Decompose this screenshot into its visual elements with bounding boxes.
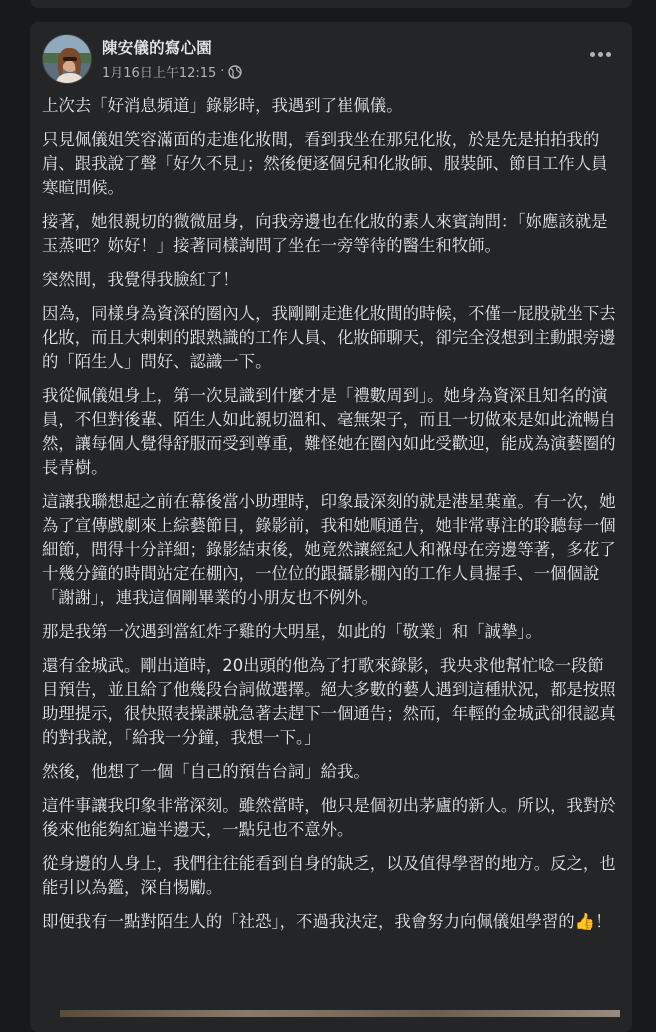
post-paragraph: 還有金城武。剛出道時，20出頭的他為了打歌來錄影，我央求他幫忙唸一段節目預告，並且給了他幾段台詞做選擇。絕大多數的藝人遇到這種狀況，都是按照助理提示，很快照表操課就急著去趕下一個通告；然而，年輕的金城武卻很認真的對我說，「給我一分鐘，我想一下。」 [42,656,616,747]
previous-post-edge [30,0,632,8]
meta-separator: · [220,64,225,79]
more-options-button[interactable] [582,40,618,68]
post-meta [102,62,242,81]
more-horizontal-icon [590,52,611,57]
thumbs-up-emoji: 👍 [574,912,596,931]
post-paragraph: 從身邊的人身上，我們往往能看到自身的缺乏，以及值得學習的地方。反之，也能引以為鑑，深自惕勵。 [42,854,616,897]
globe-icon[interactable] [228,65,242,79]
post-paragraph: 我從佩儀姐身上，第一次見識到什麼才是「禮數周到」。她身為資深且知名的演員，不但對後輩、陌生人如此親切溫和、毫無架子，而且一切做來是如此流暢自然，讓每個人覺得舒服而受到尊重，難怪她在圈內如此受歡迎，能成為演藝圈的長青樹。 [42,386,616,477]
post-image-edge [60,1010,620,1017]
post-paragraph: 只見佩儀姐笑容滿面的走進化妝間，看到我坐在那兒化妝，於是先是拍拍我的肩、跟我說了聲「好久不見」；然後便逐個兒和化妝師、服裝師、節目工作人員寒暄問候。 [42,130,608,197]
avatar-photo [43,35,92,84]
post-paragraph: 接著，她很親切的微微屈身，向我旁邊也在化妝的素人來賓詢問：「妳應該就是玉蒸吧？妳好！」接著同樣詢問了坐在一旁等待的醫生和牧師。 [42,212,608,255]
post-body [42,94,620,944]
post-paragraph-text: 即便我有一點對陌生人的「社恐」，不過我決定，我會努力向佩儀姐學習的 [42,912,575,931]
post-paragraph: 那是我第一次遇到當紅炸子雞的大明星，如此的「敬業」和「誠摯」。 [42,622,542,641]
post-paragraph: 上次去「好消息頻道」錄影時，我遇到了崔佩儀。 [42,96,403,115]
post-paragraph: 這讓我聯想起之前在幕後當小助理時，印象最深刻的就是港星葉童。有一次，她為了宣傳戲劇來上綜藝節目，錄影前，我和她順通告，她非常專注的聆聽每一個細節，問得十分詳細；錄影結束後，她竟然讓經紀人和褓母在旁邊等著，多花了十幾分鐘的時間站定在棚內，一位位的跟攝影棚內的工作人員握手、一個個說「謝謝」，連我這個剛畢業的小朋友也不例外。 [42,492,616,607]
post-paragraph: 突然間，我覺得我臉紅了！ [42,270,239,289]
post-paragraph: 因為，同樣身為資深的圈內人，我剛剛走進化妝間的時候，不僅一屁股就坐下去化妝，而且大剌剌的跟熟識的工作人員、化妝師聊天，卻完全沒想到主動跟旁邊的「陌生人」問好、認識一下。 [42,304,616,371]
post-card [30,22,632,1032]
avatar[interactable] [42,34,92,84]
post-paragraph: 然後，他想了一個「自己的預告台詞」給我。 [42,762,370,781]
post-timestamp[interactable]: 1月16日上午12:15 [102,66,217,81]
post-header [42,34,620,88]
post-paragraph-last [42,910,620,934]
post-ending: ！ [595,912,612,931]
author-name[interactable]: 陳安儀的寫心園 [102,39,212,57]
post-paragraph: 這件事讓我印象非常深刻。雖然當時，他只是個初出茅廬的新人。所以，我對於後來他能夠紅遍半邊天，一點兒也不意外。 [42,796,616,839]
